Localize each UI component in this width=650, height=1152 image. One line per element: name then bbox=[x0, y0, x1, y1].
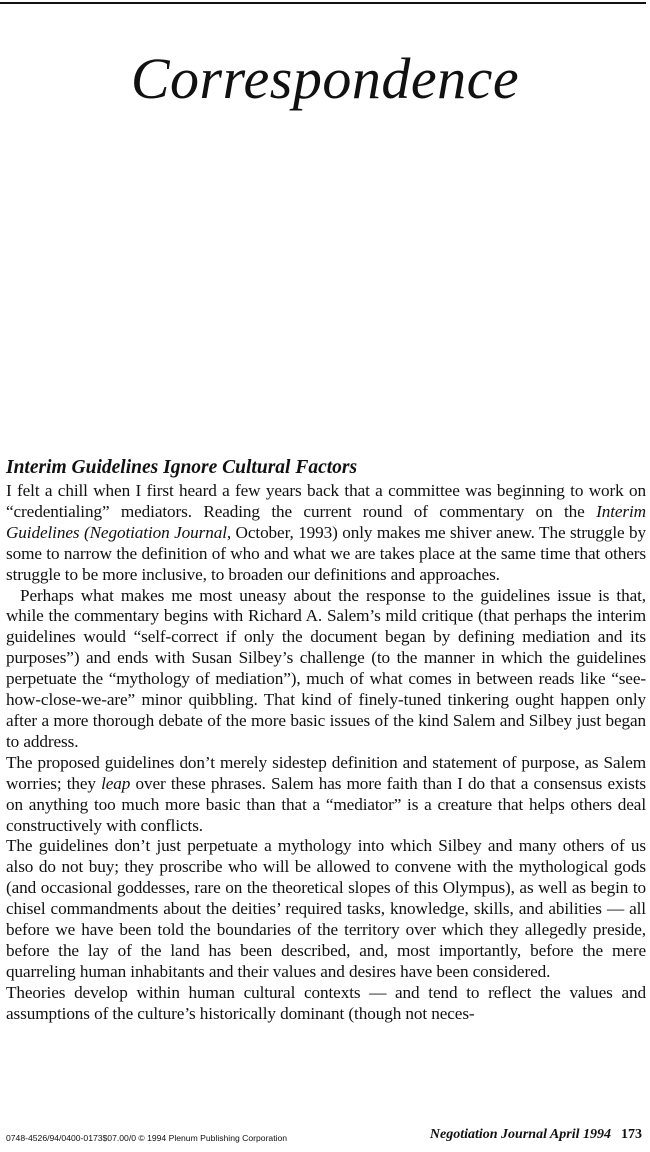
paragraph-1-italic-title: Interim Guidelines (Negotiation Journal bbox=[6, 501, 646, 542]
page-title: Correspondence bbox=[130, 46, 520, 111]
article bbox=[6, 455, 646, 1025]
section-heading: Interim Guidelines Ignore Cultural Factors bbox=[6, 457, 358, 478]
footer-journal-name: Negotiation Journal April 1994 bbox=[429, 1127, 611, 1142]
paragraph-3-italic-word: leap bbox=[101, 773, 131, 793]
paragraph-2: Perhaps what makes me most uneasy about the response to the guidelines issue is that, while the commentary begins with Richard A. Salem’s mild critique (that perhaps the interim guidelines would “self-correct if only the document began by defining mediation and its purposes”) and ends with Susan Silbey’s challenge (to the manner in which the guidelines perpetuate the “mythology of mediation”), much of what comes in between reads like “see-how-close-we-are” minor quibbling. That kind of finely-tuned tinkering ought happen only after a more thorough debate of the more basic issues of the kind Salem and Silbey just began to address. bbox=[6, 585, 646, 751]
footer-journal-info bbox=[430, 1127, 642, 1143]
page-number: 173 bbox=[621, 1127, 642, 1142]
paragraph-1-text-a: I felt a chill when I first heard a few years back that a committee was beginning to work on “credentialing” mediators. Reading the current round of commentary on the bbox=[6, 481, 646, 521]
paragraph-1 bbox=[6, 481, 646, 586]
paragraph-4: The guidelines don’t just perpetuate a mythology into which Silbey and many others of us also do not buy; they proscribe who will be allowed to convene with the mythological gods (and occasional goddesses, rare on the theoretical slopes of this Olympus), as well as begin to chisel commandments about the deities’ required tasks, knowledge, skills, and abilities — all before we have been told the boundaries of the territory over which they allegedly preside, before the lay of the land has been described, and, most importantly, before the mere quarreling human inhabitants and their values and desires have been considered. bbox=[6, 836, 646, 981]
paragraph-1-text-c: , October, 1993) only makes me shiver anew. The struggle by some to narrow the definition of who and what we are takes place at the same time that others struggle to be more inclusive, to broaden our definitions and approaches. bbox=[6, 522, 646, 584]
top-rule bbox=[0, 2, 646, 4]
paragraph-5: Theories develop within human cultural contexts — and tend to reflect the values and assumptions of the culture’s historically dominant (though not neces- bbox=[6, 982, 646, 1023]
page-footer bbox=[6, 1127, 642, 1147]
paragraph-3-text-c: over these phrases. Salem has more faith than I do that a consensus exists on anything too much more basic than that a “mediator” is a creature that helps others deal constructively with conflicts. bbox=[6, 773, 646, 835]
paragraph-3 bbox=[6, 753, 646, 837]
paragraph-3-text-a: The proposed guidelines don’t merely sidestep definition and statement of purpose, as Salem worries; they bbox=[6, 752, 646, 793]
footer-copyright-code: 0748-4526/94/0400-0173$07.00/0 © 1994 Plenum Publishing Corporation bbox=[6, 1133, 288, 1143]
